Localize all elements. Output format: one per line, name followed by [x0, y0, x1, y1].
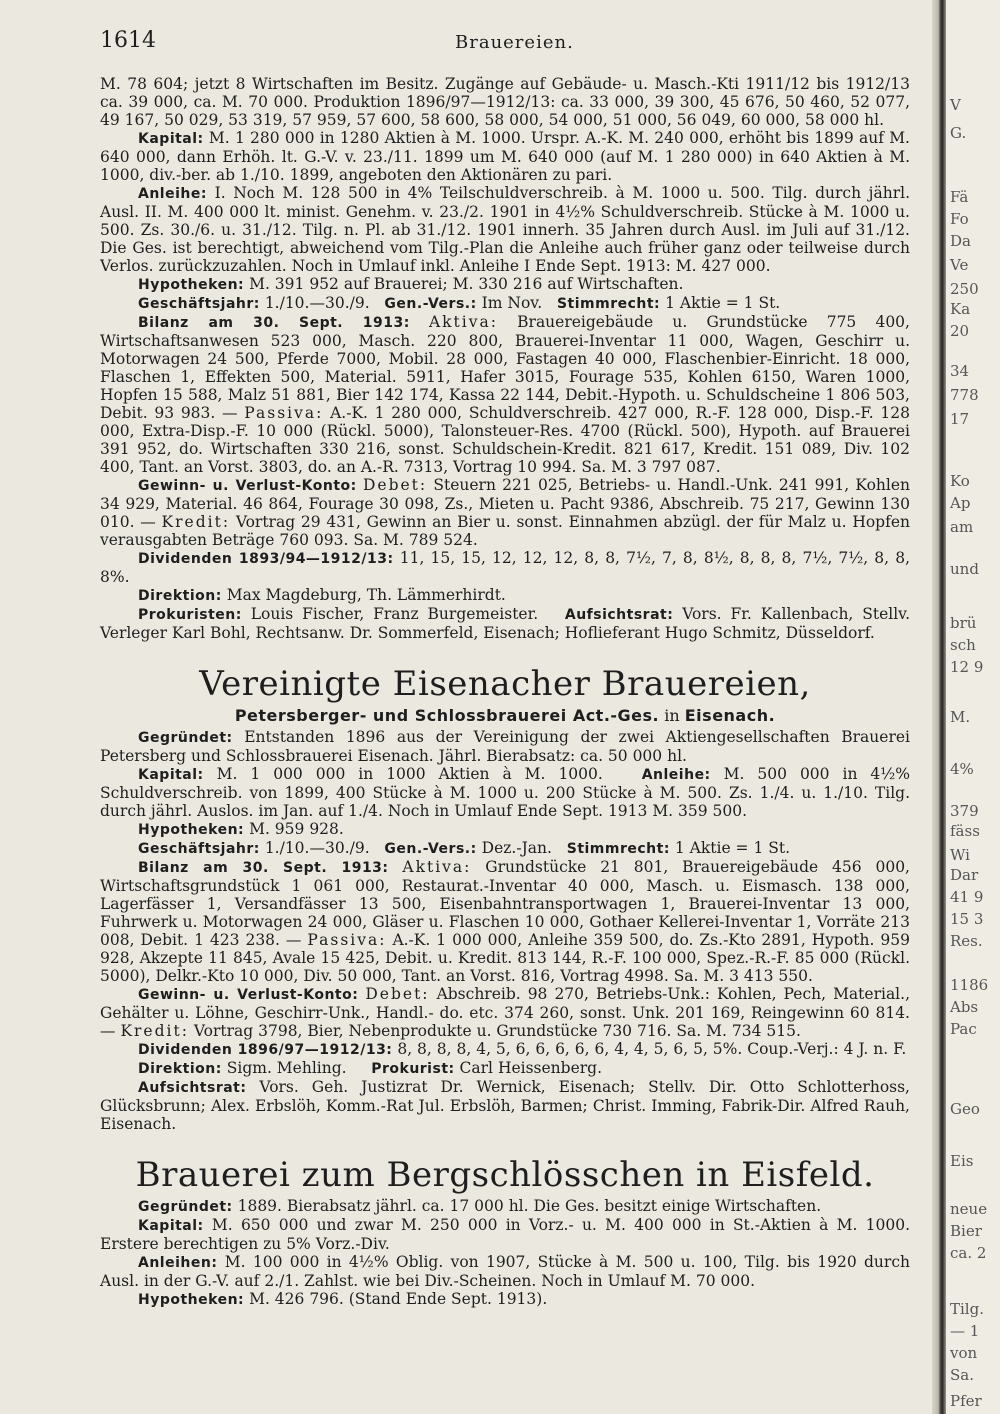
adjacent-page-fragment: 15 3: [950, 910, 984, 928]
entry-eisenach: [100, 728, 910, 1133]
gegruendet-paragraph: Gegründet: 1889. Bierabsatz jährl. ca. 17 000 hl. Die Ges. besitzt einige Wirtschaften.: [138, 1197, 822, 1215]
adjacent-page-fragment: — 1: [950, 1322, 980, 1340]
adjacent-page-fragment: Abs: [950, 998, 979, 1016]
kapital-paragraph: Kapital: M. 1 000 000 in 1000 Aktien à M. 1000. Anleihe: M. 500 000 in 4½% Schuldverschreib. von 1899, 400 Stücke à M. 1000 u. 200 Stücke à M. 500. Zs. 1./4. u. 1./10. Tilg. durch jährl. Auslos. im Jan. auf 1./4. Noch in Umlauf Ende Sept. 1913 M. 359 500.: [100, 765, 910, 820]
text-column: [100, 75, 910, 1309]
dividenden-paragraph: Dividenden 1893/94—1912/13: 11, 15, 15, 12, 12, 12, 8, 8, 7½, 7, 8, 8½, 8, 8, 8, 7½, 7½, 8, 8, 8%.: [100, 549, 910, 586]
adjacent-page-fragment: Da: [950, 232, 971, 250]
anleihen-paragraph: Anleihen: M. 100 000 in 4½% Oblig. von 1907, Stücke à M. 500 u. 100, Tilg. bis 1920 durch Ausl. in der G.-V. auf 2./1. Zahlst. wie bei Div.-Scheinen. Noch in Umlauf M. 70 000.: [100, 1253, 910, 1290]
adjacent-page-fragment: 250: [950, 280, 979, 298]
adjacent-page-fragment: Ko: [950, 472, 970, 490]
guv-paragraph: Gewinn- u. Verlust-Konto: Debet: Steuern 221 025, Betriebs- u. Handl.-Unk. 241 991, Kohlen 34 929, Material. 46 864, Fourage 30 098, Zs., Mieten u. Pacht 9386, Abschreib. 75 217, Gewinn 130 010. — Kredit: Vortrag 29 431, Gewinn an Bier u. sonst. Einnahmen abzügl. der für Malz u. Hopfen verausgabten Beträge 760 093. Sa. M. 789 524.: [100, 476, 910, 549]
adjacent-page-fragment: Ve: [950, 256, 969, 274]
adjacent-page-fragment: Sa.: [950, 1366, 974, 1384]
adjacent-page-edge: [946, 0, 1000, 1414]
geschaeftsjahr-paragraph: Geschäftsjahr: 1./10.—30./9. Gen.-Vers.: Dez.-Jan. Stimmrecht: 1 Aktie = 1 St.: [138, 839, 791, 857]
dividenden-paragraph: Dividenden 1896/97—1912/13: 8, 8, 8, 8, 4, 5, 6, 6, 6, 6, 6, 4, 4, 5, 6, 5, 5%. Coup.-Verj.: 4 J. n. F.: [138, 1040, 907, 1058]
adjacent-page-fragment: Eis: [950, 1152, 974, 1170]
aufsichtsrat-paragraph: Aufsichtsrat: Vors. Geh. Justizrat Dr. Wernick, Eisenach; Stellv. Dir. Otto Schlotterhoss, Glücksbrunn; Alex. Erbslöh, Komm.-Rat Jul. Erbslöh, Barmen; Christ. Imming, Fabrik-Dir. Alfred Rauh, Eisenach.: [100, 1078, 910, 1133]
adjacent-page-fragment: Wi: [950, 846, 970, 864]
adjacent-page-fragment: Geo: [950, 1100, 980, 1118]
adjacent-page-fragment: V: [950, 96, 961, 114]
guv-paragraph: Gewinn- u. Verlust-Konto: Debet: Abschreib. 98 270, Betriebs-Unk.: Kohlen, Pech, Material., Gehälter u. Löhne, Geschirr-Unk., Handl.- do. etc. 374 260, sonst. Unk. 201 169, Reingewinn 60 814. — Kredit: Vortrag 3798, Bier, Nebenprodukte u. Grundstücke 730 716. Sa. M. 734 515.: [100, 985, 910, 1040]
anleihe-paragraph: Anleihe: I. Noch M. 128 500 in 4% Teilschuldverschreib. à M. 1000 u. 500. Tilg. durch jährl. Ausl. II. M. 400 000 lt. minist. Genehm. v. 23./2. 1901 in 4½% Schuldverschreib. Stücke à M. 1000 u. 500. Zs. 30./6. u. 31./12. Tilg. n. Pl. ab 31./12. 1901 innerh. 35 Jahren durch Ausl. im Juli auf 31./12. Die Ges. ist berechtigt, abweichend vom Tilg.-Plan die Anleihe auch früher ganz oder teilweise durch Verlos. zurückzuzahlen. Noch in Umlauf inkl. Anleihe I Ende Sept. 1913: M. 427 000.: [100, 184, 910, 275]
adjacent-page-fragment: neue: [950, 1200, 988, 1218]
entry-intro: M. 78 604; jetzt 8 Wirtschaften im Besitz. Zugänge auf Gebäude- u. Masch.-Kti 1911/12 bis 1912/13 ca. 39 000, ca. M. 70 000. Produktion 1896/97—1912/13: ca. 33 000, 39 300, 45 676, 50 460, 52 077, 49 167, 50 029, 53 319, 57 959, 57 600, 58 600, 58 000, 54 000, 51 000, 56 049, 60 000, 58 000 hl.: [100, 75, 910, 129]
adjacent-page-fragment: 379: [950, 802, 979, 820]
adjacent-page-fragment: 17: [950, 410, 970, 428]
adjacent-page-fragment: 1186: [950, 976, 989, 994]
adjacent-page-fragment: 20: [950, 322, 970, 340]
geschaeftsjahr-paragraph: Geschäftsjahr: 1./10.—30./9. Gen.-Vers.: Im Nov. Stimmrecht: 1 Aktie = 1 St.: [138, 294, 781, 312]
adjacent-page-fragment: Res.: [950, 932, 983, 950]
adjacent-page-fragment: Ap: [950, 494, 971, 512]
hypotheken-paragraph: Hypotheken: M. 426 796. (Stand Ende Sept. 1913).: [138, 1290, 548, 1308]
entry-brauerei-continued: [100, 75, 910, 642]
kapital-paragraph: Kapital: M. 650 000 und zwar M. 250 000 in Vorz.- u. M. 400 000 in St.-Aktien à M. 1000. Erstere berechtigen zu 5% Vorz.-Div.: [100, 1216, 910, 1253]
adjacent-page-fragment: 41 9: [950, 888, 984, 906]
kapital-paragraph: Kapital: M. 1 280 000 in 1280 Aktien à M. 1000. Urspr. A.-K. M. 240 000, erhöht bis 1899 auf M. 640 000, dann Erhöh. lt. G.-V. v. 23./11. 1899 um M. 640 000 (auf M. 1 280 000) in 640 Aktien à M. 1000, div.-ber. ab 1./10. 1899, angeboten den Aktionären zu pari.: [100, 129, 910, 184]
page-number: 1614: [100, 28, 156, 53]
page-header: [100, 28, 920, 58]
prokuristen-paragraph: Prokuristen: Louis Fischer, Franz Burgemeister. Aufsichtsrat: Vors. Fr. Kallenbach, Stellv. Verleger Karl Bohl, Rechtsanw. Dr. Sommerfeld, Eisenach; Hoflieferant Hugo Schmitz, Düsseldorf.: [100, 605, 911, 642]
adjacent-page-fragment: Dar: [950, 866, 979, 884]
adjacent-page-fragment: Bier: [950, 1222, 982, 1240]
direktion-paragraph: Direktion: Max Magdeburg, Th. Lämmerhirdt.: [138, 586, 506, 604]
adjacent-page-fragment: und: [950, 560, 979, 578]
company-title-eisfeld: Brauerei zum Bergschlösschen in Eisfeld.: [135, 1155, 875, 1195]
adjacent-page-fragment: Fo: [950, 210, 969, 228]
direktion-paragraph: Direktion: Sigm. Mehling. Prokurist: Carl Heissenberg.: [138, 1059, 603, 1077]
adjacent-page-fragment: 34: [950, 362, 970, 380]
bilanz-paragraph: Bilanz am 30. Sept. 1913: Aktiva: Brauereigebäude u. Grundstücke 775 400, Wirtschaftsanwesen 523 000, Masch. 220 800, Brauerei-Inventar 11 000, Wagen, Geschirr u. Motorwagen 24 500, Pferde 7000, Mobil. 28 000, Fastagen 40 000, Flaschenbier-Einricht. 18 000, Flaschen 1, Effekten 500, Material. 5911, Hafer 3015, Fourage 535, Kohlen 6150, Waren 1000, Hopfen 15 588, Malz 51 881, Bier 142 174, Kassa 22 144, Debit.-Hypoth. u. Schuldscheine 1 806 503, Debit. 93 983. — Passiva: A.-K. 1 280 000, Schuldverschreib. 427 000, R.-F. 128 000, Disp.-F. 128 000, Extra-Disp.-F. 10 000 (Rückl. 5000), Talonsteuer-Res. 4700 (Rückl. 500), Hypoth. auf Brauerei 391 952, do. Wirtschaften 330 216, sonst. Schuldschein-Kredit. 821 617, Kredit. 151 089, Div. 102 400, Tant. an Vorst. 3803, do. an A.-R. 7313, Vortrag 10 994. Sa. M. 3 797 087.: [100, 313, 910, 476]
running-head: Brauereien.: [455, 32, 574, 53]
adjacent-page-fragment: Pfer: [950, 1392, 982, 1410]
gegruendet-paragraph: Gegründet: Entstanden 1896 aus der Vereinigung der zwei Aktiengesellschaften Brauerei Petersberg und Schlossbrauerei Eisenach. Jährl. Bierabsatz: ca. 50 000 hl.: [100, 728, 910, 765]
company-title-eisenach: Vereinigte Eisenacher Brauereien,: [199, 664, 811, 704]
hypotheken-paragraph: Hypotheken: M. 959 928.: [138, 820, 344, 838]
adjacent-page-fragment: am: [950, 518, 974, 536]
adjacent-page-fragment: 12 9: [950, 658, 984, 676]
hypotheken-paragraph: Hypotheken: M. 391 952 auf Brauerei; M. 330 216 auf Wirtschaften.: [138, 275, 684, 293]
adjacent-page-fragment: brü: [950, 614, 977, 632]
adjacent-page-fragment: G.: [950, 124, 967, 142]
adjacent-page-fragment: von: [950, 1344, 978, 1362]
adjacent-page-fragment: Fä: [950, 188, 969, 206]
adjacent-page-fragment: Pac: [950, 1020, 977, 1038]
adjacent-page-fragment: 778: [950, 386, 979, 404]
adjacent-page-fragment: ca. 2: [950, 1244, 987, 1262]
entry-eisfeld: [100, 1197, 910, 1309]
adjacent-page-fragment: sch: [950, 636, 976, 654]
adjacent-page-fragment: Tilg.: [950, 1300, 984, 1318]
bilanz-paragraph: Bilanz am 30. Sept. 1913: Aktiva: Grundstücke 21 801, Brauereigebäude 456 000, Wirtschaftsgrundstück 1 061 000, Restaurat.-Inventar 40 000, Masch. u. Eismasch. 138 000, Lagerfässer 1, Versandfässer 13 500, Eisenbahntransportwagen 1, Brauerei-Inventar 13 000, Fuhrwerk u. Motorwagen 24 000, Gläser u. Flaschen 10 000, Gothaer Kellerei-Inventar 1, Vorräte 213 008, Debit. 1 423 238. — Passiva: A.-K. 1 000 000, Anleihe 359 500, do. Zs.-Kto 2891, Hypoth. 959 928, Akzepte 11 845, Avale 15 425, Debit. u. Kredit. 813 144, R.-F. 100 000, Spez.-R.-F. 85 000 (Rückl. 5000), Delkr.-Kto 10 000, Div. 50 000, Tant. an Vorst. 816, Vortrag 4998. Sa. M. 3 413 550.: [100, 858, 910, 985]
company-subtitle-eisenach: Petersberger- und Schlossbrauerei Act.-Ges. in Eisenach.: [234, 706, 776, 725]
adjacent-page-fragment: fäss: [950, 822, 980, 840]
adjacent-page-fragment: 4%: [950, 760, 974, 778]
book-gutter: [932, 0, 946, 1414]
adjacent-page-fragment: Ka: [950, 300, 971, 318]
adjacent-page-fragment: M.: [950, 708, 971, 726]
